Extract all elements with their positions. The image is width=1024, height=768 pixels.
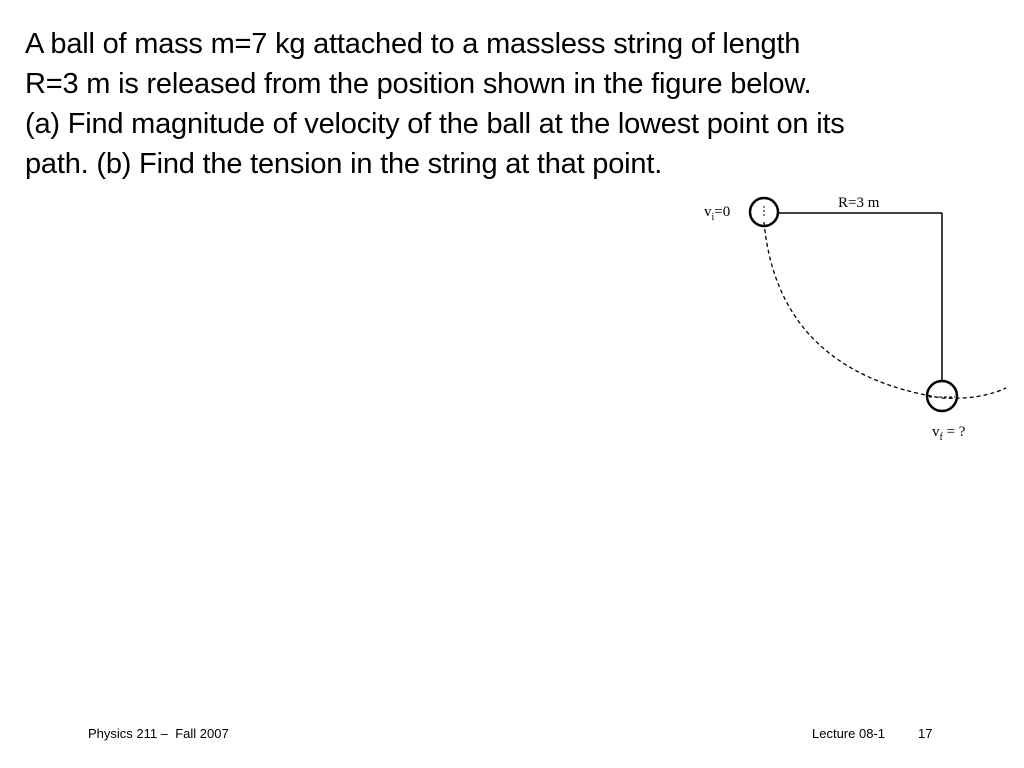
problem-line: path. (b) Find the tension in the string at that point. bbox=[25, 148, 663, 180]
ball-path-arc bbox=[764, 222, 1006, 398]
radius-label: R=3 m bbox=[838, 195, 880, 211]
problem-line: A ball of mass m=7 kg attached to a massless string of length bbox=[25, 28, 801, 60]
footer-page-number: 17 bbox=[918, 726, 933, 741]
problem-line: (a) Find magnitude of velocity of the ball at the lowest point on its bbox=[25, 108, 845, 140]
initial-velocity-label: $v_i=0$ bbox=[704, 204, 731, 223]
problem-line: R=3 m is released from the position shown in the figure below. bbox=[25, 68, 812, 100]
footer-lecture: Lecture 08-1 bbox=[812, 726, 885, 741]
final-velocity-label: $v_f$ = ? bbox=[932, 424, 966, 443]
footer-course: Physics 211 – Fall 2007 bbox=[88, 726, 229, 741]
